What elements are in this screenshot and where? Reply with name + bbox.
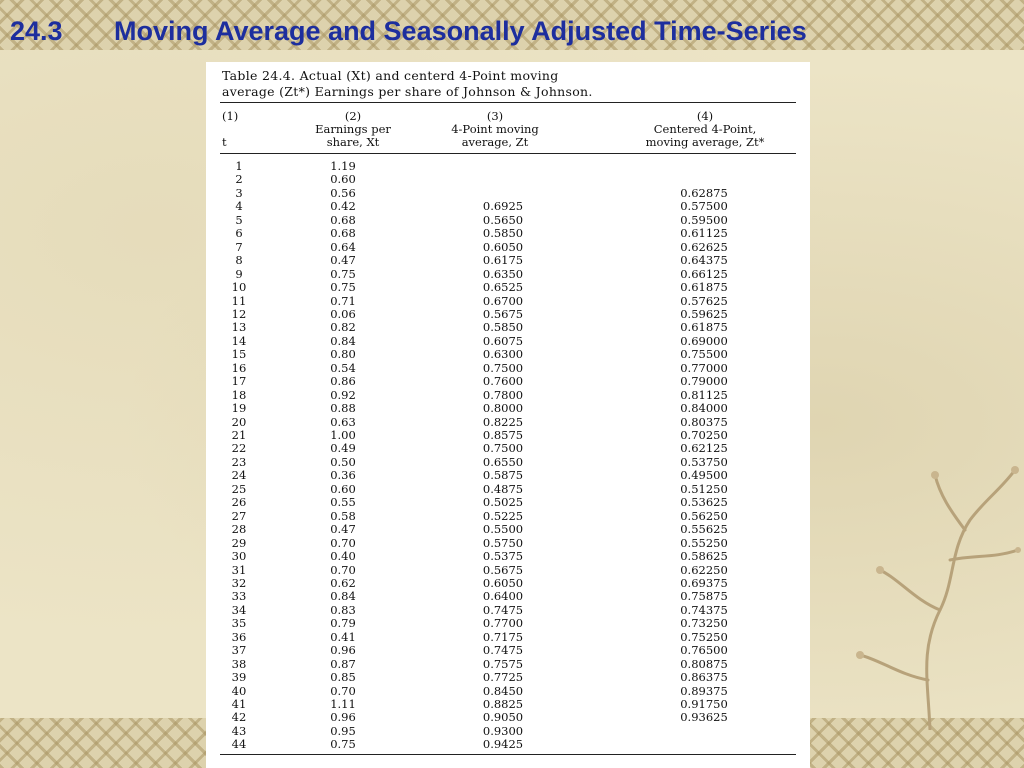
cell-t: 44 xyxy=(231,737,247,752)
cell-moving-average: 0.5875 xyxy=(482,468,524,483)
cell-moving-average: 0.8000 xyxy=(482,401,524,416)
cell-t: 36 xyxy=(231,629,247,644)
cell-moving-average: 0.6400 xyxy=(482,589,524,604)
cell-moving-average: 0.6925 xyxy=(482,199,524,214)
cell-earnings: 0.87 xyxy=(330,656,356,671)
caption-line-1: Table 24.4. Actual (Xt) and centerd 4-Point moving xyxy=(222,68,559,83)
cell-earnings: 0.88 xyxy=(330,401,356,416)
cell-centered-average: 0.76500 xyxy=(680,643,728,658)
cell-earnings: 0.49 xyxy=(330,441,356,456)
cell-moving-average: 0.5025 xyxy=(482,495,524,510)
cell-earnings: 0.62 xyxy=(330,575,356,590)
cell-moving-average: 0.9050 xyxy=(482,710,524,725)
cell-earnings: 0.86 xyxy=(330,374,356,389)
cell-earnings: 0.68 xyxy=(330,212,356,227)
cell-t: 9 xyxy=(235,266,243,281)
cell-earnings: 0.85 xyxy=(330,670,356,685)
rule-header xyxy=(220,153,796,154)
cell-earnings: 0.80 xyxy=(330,347,356,362)
cell-t: 20 xyxy=(231,414,247,429)
cell-earnings: 0.95 xyxy=(330,723,356,738)
cell-moving-average: 0.7500 xyxy=(482,360,524,375)
cell-earnings: 0.92 xyxy=(330,387,356,402)
cell-t: 19 xyxy=(231,401,247,416)
cell-t: 1 xyxy=(235,159,243,173)
cell-moving-average: 0.6075 xyxy=(482,333,524,348)
cell-centered-average: 0.59625 xyxy=(680,306,728,321)
cell-earnings: 0.06 xyxy=(330,306,356,321)
cell-moving-average: 0.5850 xyxy=(482,320,524,335)
cell-centered-average: 0.81125 xyxy=(680,387,728,402)
cell-centered-average: 0.51250 xyxy=(680,481,728,496)
cell-moving-average: 0.6050 xyxy=(482,239,524,254)
cell-earnings: 0.41 xyxy=(330,629,356,644)
cell-centered-average: 0.62250 xyxy=(680,562,728,577)
cell-moving-average: 0.6175 xyxy=(482,253,524,268)
cell-centered-average: 0.75500 xyxy=(680,347,728,362)
cell-t: 42 xyxy=(231,710,247,725)
cell-centered-average: 0.93625 xyxy=(680,710,728,725)
cell-centered-average: 0.66125 xyxy=(680,266,728,281)
cell-t: 26 xyxy=(231,495,247,510)
cell-t: 38 xyxy=(231,656,247,671)
cell-moving-average: 0.7475 xyxy=(482,643,524,658)
cell-t: 37 xyxy=(231,643,247,658)
cell-moving-average: 0.6300 xyxy=(482,347,524,362)
cell-moving-average: 0.8575 xyxy=(482,428,524,442)
cell-earnings: 0.54 xyxy=(330,360,356,375)
cell-earnings: 0.75 xyxy=(330,280,356,295)
cell-t: 6 xyxy=(235,226,243,241)
cell-moving-average: 0.4875 xyxy=(482,481,524,496)
cell-t: 16 xyxy=(231,360,247,375)
cell-earnings: 0.84 xyxy=(330,589,356,604)
cell-t: 40 xyxy=(231,683,247,698)
cell-t: 14 xyxy=(231,333,247,348)
cell-moving-average: 0.6050 xyxy=(482,575,524,590)
cell-centered-average: 0.69000 xyxy=(680,333,728,348)
header-col3-line1: 4-Point moving xyxy=(451,122,539,136)
cell-t: 35 xyxy=(231,616,247,631)
cell-centered-average: 0.61125 xyxy=(680,226,728,241)
cell-t: 24 xyxy=(231,468,247,483)
cell-earnings: 0.58 xyxy=(330,508,356,523)
cell-t: 11 xyxy=(231,293,247,308)
cell-moving-average: 0.7575 xyxy=(482,656,524,671)
cell-earnings: 0.83 xyxy=(330,602,356,617)
cell-moving-average: 0.5650 xyxy=(482,212,524,227)
cell-moving-average: 0.7600 xyxy=(482,374,524,389)
section-number: 24.3 xyxy=(10,16,63,46)
cell-centered-average: 0.69375 xyxy=(680,575,728,590)
cell-centered-average: 0.89375 xyxy=(680,683,728,698)
cell-moving-average: 0.7175 xyxy=(482,629,524,644)
cell-t: 15 xyxy=(231,347,247,362)
cell-earnings: 1.00 xyxy=(330,428,356,442)
header-col2-line1: Earnings per xyxy=(315,122,391,136)
cell-earnings: 0.50 xyxy=(330,454,356,469)
cell-t: 30 xyxy=(231,549,247,564)
header-col3-line2: average, Zt xyxy=(461,135,529,149)
cell-centered-average: 0.64375 xyxy=(680,253,728,268)
slide-title xyxy=(10,16,807,47)
header-col2-number: (2) xyxy=(344,109,362,123)
cell-t: 3 xyxy=(235,185,243,200)
cell-earnings: 0.84 xyxy=(330,333,356,348)
cell-centered-average: 0.80875 xyxy=(680,656,728,671)
cell-moving-average: 0.8825 xyxy=(482,697,524,711)
cell-centered-average: 0.74375 xyxy=(680,602,728,617)
cell-centered-average: 0.53750 xyxy=(680,454,728,469)
cell-earnings: 0.40 xyxy=(330,549,356,564)
cell-t: 25 xyxy=(231,481,247,496)
cell-earnings: 1.19 xyxy=(330,159,356,173)
cell-t: 23 xyxy=(231,454,247,469)
title-text: Moving Average and Seasonally Adjusted Time-Series xyxy=(114,16,807,46)
cell-t: 22 xyxy=(231,441,247,456)
cell-moving-average: 0.6350 xyxy=(482,266,524,281)
header-col4-number: (4) xyxy=(696,109,714,123)
cell-centered-average: 0.75250 xyxy=(680,629,728,644)
cell-t: 5 xyxy=(235,212,243,227)
cell-moving-average: 0.6550 xyxy=(482,454,524,469)
cell-t: 2 xyxy=(235,172,243,187)
cell-centered-average: 0.49500 xyxy=(680,468,728,483)
cell-centered-average: 0.73250 xyxy=(680,616,728,631)
cell-earnings: 0.96 xyxy=(330,710,356,725)
cell-earnings: 0.79 xyxy=(330,616,356,631)
cell-moving-average: 0.5675 xyxy=(482,306,524,321)
cell-moving-average: 0.5225 xyxy=(482,508,524,523)
cell-earnings: 0.36 xyxy=(330,468,356,483)
cell-earnings: 0.60 xyxy=(330,481,356,496)
cell-earnings: 0.70 xyxy=(330,535,356,550)
cell-earnings: 0.47 xyxy=(330,522,356,537)
cell-t: 12 xyxy=(231,306,247,321)
cell-moving-average: 0.9425 xyxy=(482,737,524,752)
cell-centered-average: 0.91750 xyxy=(680,697,728,711)
cell-moving-average: 0.5750 xyxy=(482,535,524,550)
cell-centered-average: 0.56250 xyxy=(680,508,728,523)
cell-centered-average: 0.55625 xyxy=(680,522,728,537)
cell-earnings: 0.96 xyxy=(330,643,356,658)
cell-earnings: 0.56 xyxy=(330,185,356,200)
cell-moving-average: 0.9300 xyxy=(482,723,524,738)
cell-t: 13 xyxy=(231,320,247,335)
header-col4-line1: Centered 4-Point, xyxy=(653,122,757,136)
cell-centered-average: 0.75875 xyxy=(680,589,728,604)
cell-earnings: 0.75 xyxy=(330,737,356,752)
header-col2-line2: share, Xt xyxy=(326,135,380,149)
cell-earnings: 0.82 xyxy=(330,320,356,335)
cell-moving-average: 0.5675 xyxy=(482,562,524,577)
cell-moving-average: 0.8450 xyxy=(482,683,524,698)
cell-centered-average: 0.62875 xyxy=(680,185,728,200)
cell-earnings: 0.60 xyxy=(330,172,356,187)
cell-centered-average: 0.61875 xyxy=(680,320,728,335)
cell-moving-average: 0.5375 xyxy=(482,549,524,564)
cell-centered-average: 0.61875 xyxy=(680,280,728,295)
header-col1-line2: t xyxy=(222,135,227,149)
cell-t: 10 xyxy=(231,280,247,295)
table-image xyxy=(206,62,810,768)
cell-centered-average: 0.62625 xyxy=(680,239,728,254)
cell-centered-average: 0.84000 xyxy=(680,401,728,416)
cell-moving-average: 0.7800 xyxy=(482,387,524,402)
cell-earnings: 0.42 xyxy=(330,199,356,214)
cell-centered-average: 0.57625 xyxy=(680,293,728,308)
cell-t: 18 xyxy=(231,387,247,402)
cell-t: 32 xyxy=(231,575,247,590)
cell-t: 27 xyxy=(231,508,247,523)
cell-t: 31 xyxy=(231,562,247,577)
cell-centered-average: 0.53625 xyxy=(680,495,728,510)
header-col1-number: (1) xyxy=(222,109,239,123)
cell-centered-average: 0.59500 xyxy=(680,212,728,227)
cell-t: 8 xyxy=(235,253,243,268)
cell-moving-average: 0.8225 xyxy=(482,414,524,429)
plum-branch-decoration xyxy=(800,440,1024,730)
cell-moving-average: 0.6525 xyxy=(482,280,524,295)
cell-earnings: 0.70 xyxy=(330,562,356,577)
rule-bottom xyxy=(220,754,796,755)
caption-line-2: average (Zt*) Earnings per share of Johnson & Johnson. xyxy=(222,84,593,99)
cell-centered-average: 0.57500 xyxy=(680,199,728,214)
cell-t: 4 xyxy=(235,199,243,214)
cell-t: 29 xyxy=(231,535,247,550)
cell-earnings: 0.47 xyxy=(330,253,356,268)
cell-t: 34 xyxy=(231,602,247,617)
cell-centered-average: 0.79000 xyxy=(680,374,728,389)
cell-t: 33 xyxy=(231,589,247,604)
cell-earnings: 0.75 xyxy=(330,266,356,281)
cell-centered-average: 0.77000 xyxy=(680,360,728,375)
cell-t: 7 xyxy=(235,239,243,254)
cell-moving-average: 0.7500 xyxy=(482,441,524,456)
cell-moving-average: 0.6700 xyxy=(482,293,524,308)
rule-top xyxy=(220,102,796,103)
cell-earnings: 0.70 xyxy=(330,683,356,698)
cell-centered-average: 0.80375 xyxy=(680,414,728,429)
header-col3-number: (3) xyxy=(486,109,504,123)
table-caption xyxy=(222,68,798,100)
cell-centered-average: 0.55250 xyxy=(680,535,728,550)
cell-centered-average: 0.86375 xyxy=(680,670,728,685)
cell-earnings: 0.55 xyxy=(330,495,356,510)
cell-t: 21 xyxy=(231,428,247,442)
cell-earnings: 1.11 xyxy=(330,697,356,711)
cell-t: 41 xyxy=(231,697,247,711)
cell-moving-average: 0.5500 xyxy=(482,522,524,537)
cell-centered-average: 0.62125 xyxy=(680,441,728,456)
cell-t: 17 xyxy=(231,374,247,389)
cell-moving-average: 0.7475 xyxy=(482,602,524,617)
cell-t: 39 xyxy=(231,670,247,685)
cell-earnings: 0.64 xyxy=(330,239,356,254)
cell-earnings: 0.63 xyxy=(330,414,356,429)
cell-moving-average: 0.5850 xyxy=(482,226,524,241)
cell-centered-average: 0.70250 xyxy=(680,428,728,442)
cell-earnings: 0.68 xyxy=(330,226,356,241)
cell-t: 28 xyxy=(231,522,247,537)
header-col4-line2: moving average, Zt* xyxy=(645,135,765,149)
cell-moving-average: 0.7725 xyxy=(482,670,524,685)
cell-moving-average: 0.7700 xyxy=(482,616,524,631)
cell-centered-average: 0.58625 xyxy=(680,549,728,564)
cell-t: 43 xyxy=(231,723,247,738)
cell-earnings: 0.71 xyxy=(330,293,356,308)
